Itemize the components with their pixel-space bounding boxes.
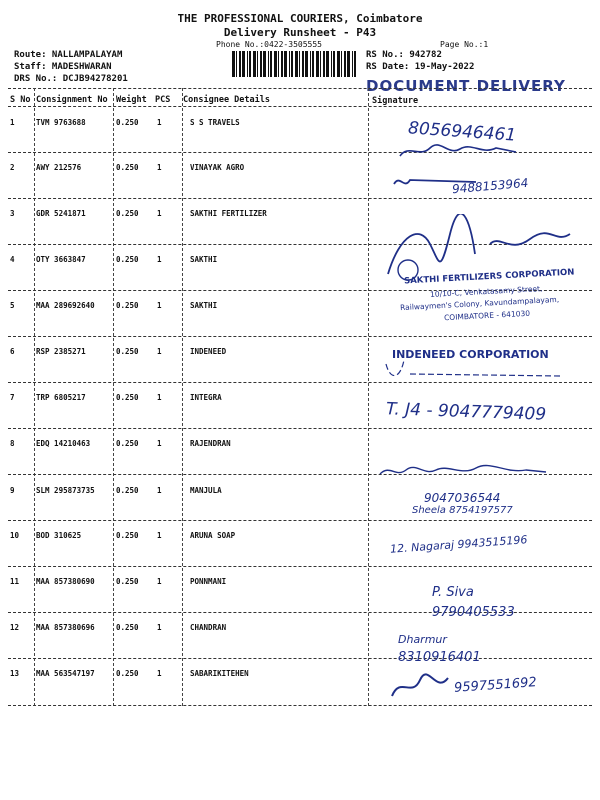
row-consignee: SABARIKITEHEN [190,669,249,678]
row-weight: 0.250 [116,531,139,540]
signature-scribble-13 [388,672,458,702]
barcode-bar [236,51,237,77]
col-signature: Signature [372,96,419,106]
barcode-bar [323,51,325,77]
barcode-bar [326,51,329,77]
row-pcs: 1 [157,531,162,540]
row-rule [8,705,592,706]
row-consignment: TVM 9763688 [36,118,86,127]
row-sno: 13 [10,669,20,678]
table-top-rule [8,88,592,89]
barcode-bar [333,51,335,77]
barcode-bar [281,51,283,77]
row-consignment: TRP 6805217 [36,393,86,402]
barcode-bar [299,51,300,77]
row-sno: 4 [10,255,15,264]
row-weight: 0.250 [116,669,139,678]
barcode-bar [268,51,269,77]
row-pcs: 1 [157,486,162,495]
barcode-bar [232,51,235,77]
row-weight: 0.250 [116,118,139,127]
signature-row-11b: 9790405533 [432,605,515,620]
barcode-bar [291,51,293,77]
col-sno: S No [10,95,31,105]
barcode-bar [305,51,308,77]
row-consignment: MAA 857380696 [36,623,95,632]
barcode-bar [278,51,279,77]
signature-scribble-8 [376,462,556,480]
col-weight: Weight [116,95,147,105]
row-consignee: CHANDRAN [190,623,227,632]
row-consignee: MANJULA [190,486,222,495]
row-consignee: PONNMANI [190,577,227,586]
row-consignee: VINAYAK AGRO [190,163,245,172]
signature-row-1: 8056946461 [407,118,517,146]
row-weight: 0.250 [116,163,139,172]
barcode-bar [242,51,245,77]
row-rule [8,336,592,337]
row-pcs: 1 [157,347,162,356]
col-consignment: Consignment No [36,95,108,105]
row-consignment: GDR 5241871 [36,209,86,218]
row-consignment: MAA 857380690 [36,577,95,586]
row-consignee: SAKTHI FERTILIZER [190,209,267,218]
signature-row-11a: P. Siva [432,585,474,600]
col-divider [182,88,183,706]
barcode-bar [302,51,304,77]
barcode-bar [247,51,248,77]
row-pcs: 1 [157,393,162,402]
row-sno: 5 [10,301,15,310]
barcode-bar [312,51,314,77]
row-consignment: MAA 289692640 [36,301,95,310]
barcode-bar [270,51,272,77]
row-weight: 0.250 [116,347,139,356]
drs-number: DRS No.: DCJB94278201 [14,74,128,84]
row-consignment: EDQ 14210463 [36,439,91,448]
stamp-line-3: Railwaymen's Colony, Kavundampalayam, [399,294,560,313]
row-weight: 0.250 [116,439,139,448]
signature-row-13: 9597551692 [453,675,538,696]
row-consignment: BOD 310625 [36,531,82,540]
row-sno: 3 [10,209,15,218]
row-consignment: RSP 2385271 [36,347,86,356]
row-pcs: 1 [157,669,162,678]
row-sno: 11 [10,577,20,586]
col-pcs: PCS [155,95,171,105]
barcode-bar [274,51,277,77]
barcode [232,51,358,77]
row-weight: 0.250 [116,486,139,495]
signature-row-10: 12. Nagaraj 9943515196 [389,533,528,556]
barcode-bar [337,51,340,77]
barcode-bar [352,51,353,77]
row-pcs: 1 [157,255,162,264]
page-number: Page No.:1 [440,40,489,49]
row-weight: 0.250 [116,577,139,586]
barcode-bar [310,51,311,77]
barcode-bar [344,51,346,77]
phone-number: Phone No.:0422-3505555 [216,40,322,49]
document-delivery-stamp: DOCUMENT DELIVERY [366,77,566,95]
barcode-bar [284,51,287,77]
route: Route: NALLAMPALAYAM [14,50,123,60]
signature-row-9a: 9047036544 [424,491,501,505]
barcode-bar [260,51,262,77]
row-consignment: AWY 212576 [36,163,82,172]
stamp-line-2: 10/10-C, Venkatasamy Street, [429,284,543,299]
barcode-bar [331,51,332,77]
barcode-bar [289,51,290,77]
company-title: THE PROFESSIONAL COURIERS, Coimbatore [177,12,423,25]
signature-row-12b: 8310916401 [398,650,481,665]
runsheet-title: Delivery Runsheet - P43 [223,26,377,39]
barcode-bar [341,51,342,77]
row-pcs: 1 [157,623,162,632]
row-sno: 8 [10,439,15,448]
signature-row-12a: Dharmur [398,633,447,646]
signature-row-9b: Sheela 8754197577 [412,505,513,516]
col-divider [34,88,35,706]
signature-scribble-1 [396,140,526,162]
row-rule [8,198,592,199]
row-consignment: SLM 295873735 [36,486,95,495]
row-sno: 7 [10,393,15,402]
row-pcs: 1 [157,577,162,586]
row-rule [8,428,592,429]
row-weight: 0.250 [116,623,139,632]
row-pcs: 1 [157,301,162,310]
row-weight: 0.250 [116,393,139,402]
staff: Staff: MADESHWARAN [14,62,112,72]
row-consignee: SAKTHI [190,255,218,264]
barcode-bar [257,51,258,77]
rs-date: RS Date: 19-May-2022 [366,62,475,72]
row-sno: 6 [10,347,15,356]
row-consignee: INTEGRA [190,393,222,402]
barcode-bar [354,51,356,77]
signature-row-6-stamp: INDENEED CORPORATION [392,348,549,361]
row-consignee: SAKTHI [190,301,218,310]
row-rule [8,520,592,521]
col-consignee: Consignee Details [183,95,270,105]
row-rule [8,658,592,659]
row-rule [8,566,592,567]
row-pcs: 1 [157,163,162,172]
row-pcs: 1 [157,118,162,127]
row-weight: 0.250 [116,255,139,264]
rs-number: RS No.: 942782 [366,50,442,60]
row-sno: 1 [10,118,15,127]
stamp-line-1: SAKTHI FERTILIZERS CORPORATION [403,267,575,287]
row-consignment: OTY 3663847 [36,255,86,264]
row-sno: 9 [10,486,15,495]
stamp-line-4: COIMBATORE - 641030 [443,308,531,323]
row-sno: 2 [10,163,15,172]
row-consignment: MAA 563547197 [36,669,95,678]
col-divider [368,88,369,706]
barcode-bar [249,51,251,77]
col-divider [113,88,114,706]
table-header-rule [8,106,592,107]
barcode-bar [253,51,256,77]
row-weight: 0.250 [116,209,139,218]
row-sno: 12 [10,623,20,632]
row-pcs: 1 [157,209,162,218]
row-pcs: 1 [157,439,162,448]
signature-scribble-6 [380,350,570,384]
barcode-bar [263,51,266,77]
barcode-bar [295,51,298,77]
row-consignee: S S TRAVELS [190,118,240,127]
row-weight: 0.250 [116,301,139,310]
row-consignee: ARUNA SOAP [190,531,236,540]
barcode-bar [320,51,321,77]
barcode-bar [239,51,241,77]
barcode-bar [347,51,350,77]
row-consignee: INDENEED [190,347,227,356]
row-consignee: RAJENDRAN [190,439,231,448]
signature-row-7: T. J4 - 9047779409 [385,399,547,425]
barcode-bar [316,51,319,77]
row-sno: 10 [10,531,20,540]
signature-row-2: 9488153964 [451,175,529,197]
